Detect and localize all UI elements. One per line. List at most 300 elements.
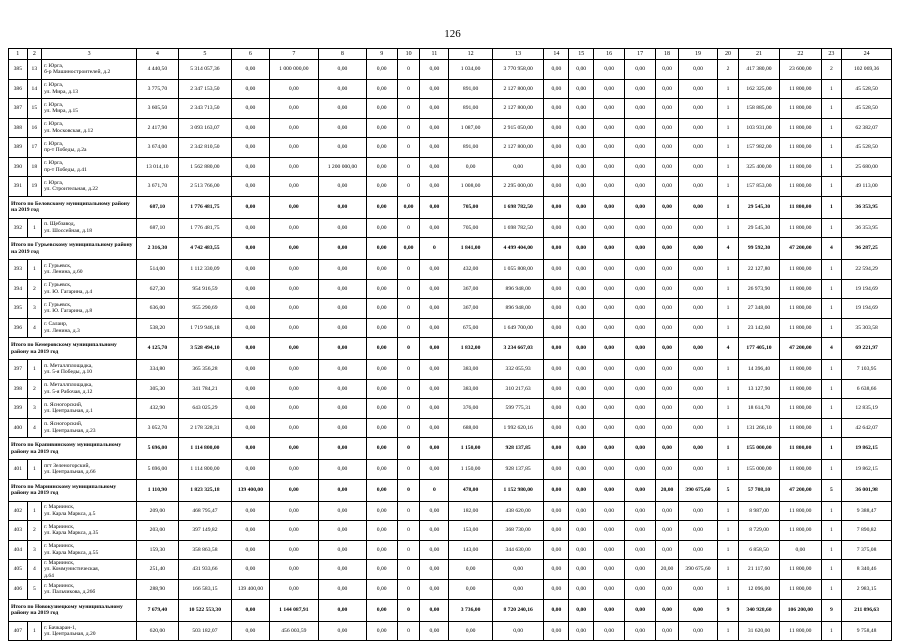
table-cell: 0,00 xyxy=(656,521,679,541)
table-cell: 0,00 xyxy=(678,238,717,260)
table-cell: 0,00 xyxy=(594,621,625,641)
total-label: Итого по Гурьевскому муниципальному району на 2019 год xyxy=(9,238,137,260)
table-row xyxy=(9,521,892,541)
table-cell: 0,00 xyxy=(397,196,420,218)
table-cell: 1 xyxy=(821,177,842,197)
table-cell: 0,00 xyxy=(544,540,569,560)
table-cell: 0,00 xyxy=(319,338,367,360)
table-cell: 155 000,00 xyxy=(738,438,779,460)
table-cell: 0,00 xyxy=(269,260,319,280)
table-row xyxy=(9,138,892,158)
table-cell: 0,00 xyxy=(625,360,656,380)
total-label: Итого по Кемеровскому муниципальному району на 2019 год xyxy=(9,338,137,360)
table-cell: 0,00 xyxy=(232,79,269,99)
table-cell: 0,00 xyxy=(319,560,367,580)
table-cell: 0,00 xyxy=(544,79,569,99)
table-cell: 0,00 xyxy=(366,580,397,600)
table-cell: 3 770 958,00 xyxy=(492,60,544,80)
table-cell: 0,00 xyxy=(269,521,319,541)
table-cell: 1 xyxy=(718,318,739,338)
column-header: 21 xyxy=(738,49,779,60)
table-cell: 0,00 xyxy=(269,379,319,399)
row-number: 401 xyxy=(9,460,28,480)
table-cell: 0,00 xyxy=(678,338,717,360)
table-cell: 1 xyxy=(718,157,739,177)
table-cell: 0,00 xyxy=(366,399,397,419)
table-cell: 1 xyxy=(718,138,739,158)
table-cell: 11 800,00 xyxy=(780,279,821,299)
table-cell: 0,00 xyxy=(678,138,717,158)
row-number: 403 xyxy=(9,521,28,541)
table-cell: 0,00 xyxy=(420,318,449,338)
table-cell: 0,00 xyxy=(366,501,397,521)
table-cell: 358 863,58 xyxy=(178,540,232,560)
table-cell: 0,00 xyxy=(569,118,594,138)
table-cell: 390 675,60 xyxy=(678,560,717,580)
table-cell: 1 xyxy=(821,501,842,521)
table-cell: 0 xyxy=(397,399,420,419)
table-cell: 0,00 xyxy=(625,318,656,338)
table-cell: 0,00 xyxy=(625,60,656,80)
table-cell: 1 xyxy=(821,260,842,280)
table-cell: 12 096,00 xyxy=(738,580,779,600)
table-cell: 0,00 xyxy=(492,157,544,177)
table-cell: 0,00 xyxy=(569,260,594,280)
total-label: Итого по Новокузнецкому муниципальному району на 2019 год xyxy=(9,599,137,621)
table-cell: 0,00 xyxy=(625,238,656,260)
table-cell: 1 xyxy=(821,99,842,119)
row-number: 406 xyxy=(9,580,28,600)
column-header: 18 xyxy=(656,49,679,60)
table-cell: 0,00 xyxy=(656,599,679,621)
table-cell: 0,00 xyxy=(569,560,594,580)
total-row xyxy=(9,338,892,360)
table-cell: 7 103,95 xyxy=(842,360,892,380)
table-cell: 4 xyxy=(821,338,842,360)
table-cell: 0,00 xyxy=(569,60,594,80)
table-cell: 431 933,66 xyxy=(178,560,232,580)
table-cell: 11 800,00 xyxy=(780,580,821,600)
table-cell: 1 xyxy=(718,501,739,521)
table-cell: 0,00 xyxy=(544,621,569,641)
table-cell: 0,00 xyxy=(625,540,656,560)
table-cell: 896 948,00 xyxy=(492,299,544,319)
table-cell: 0,00 xyxy=(544,399,569,419)
sub-number: 15 xyxy=(27,99,41,119)
row-number: 407 xyxy=(9,621,28,641)
table-cell: 69 221,97 xyxy=(842,338,892,360)
table-cell: 0,00 xyxy=(594,418,625,438)
table-cell: 7 375,08 xyxy=(842,540,892,560)
table-cell: 0,00 xyxy=(594,360,625,380)
table-cell: 0,00 xyxy=(269,177,319,197)
table-cell: 0,00 xyxy=(569,138,594,158)
table-cell: 0 xyxy=(397,540,420,560)
table-cell: 0,00 xyxy=(569,196,594,218)
table-cell: 2 417,90 xyxy=(137,118,178,138)
column-header: 5 xyxy=(178,49,232,60)
table-cell: 0,00 xyxy=(420,118,449,138)
table-cell: 0,00 xyxy=(544,60,569,80)
table-cell: 3 093 163,07 xyxy=(178,118,232,138)
table-cell: 0,00 xyxy=(420,260,449,280)
table-cell: 1 112 330,09 xyxy=(178,260,232,280)
table-cell: 0,00 xyxy=(232,177,269,197)
table-cell: 0,00 xyxy=(269,218,319,238)
table-cell: 2 178 328,31 xyxy=(178,418,232,438)
table-cell: 0 xyxy=(397,60,420,80)
table-cell: 0,00 xyxy=(594,118,625,138)
table-cell: 2 342 810,50 xyxy=(178,138,232,158)
row-number: 385 xyxy=(9,60,28,80)
table-cell: 0,00 xyxy=(269,501,319,521)
table-cell: 21 117,60 xyxy=(738,560,779,580)
row-number: 390 xyxy=(9,157,28,177)
column-header: 6 xyxy=(232,49,269,60)
table-row xyxy=(9,621,892,641)
table-cell: 0 xyxy=(397,299,420,319)
table-cell: 1 649 700,00 xyxy=(492,318,544,338)
table-cell: 928 137,85 xyxy=(492,438,544,460)
table-cell: 891,00 xyxy=(449,138,492,158)
table-cell: 0,00 xyxy=(594,279,625,299)
table-cell: 928 137,85 xyxy=(492,460,544,480)
table-cell: 0,00 xyxy=(678,379,717,399)
table-cell: 159,30 xyxy=(137,540,178,560)
table-cell: 0,00 xyxy=(269,338,319,360)
table-cell: 0,00 xyxy=(625,118,656,138)
table-cell: 1 087,00 xyxy=(449,118,492,138)
table-cell: 0,00 xyxy=(625,138,656,158)
table-cell: 0,00 xyxy=(569,438,594,460)
table-cell: 0,00 xyxy=(366,79,397,99)
table-cell: 0,00 xyxy=(569,540,594,560)
sub-number: 1 xyxy=(27,501,41,521)
table-cell: 0,00 xyxy=(569,460,594,480)
row-number: 402 xyxy=(9,501,28,521)
table-cell: 0,00 xyxy=(232,99,269,119)
table-cell: 1 xyxy=(821,118,842,138)
table-cell: 0,00 xyxy=(366,621,397,641)
table-cell: 153,00 xyxy=(449,521,492,541)
table-cell: 0,00 xyxy=(366,479,397,501)
table-cell: 0,00 xyxy=(569,399,594,419)
table-cell: 599 775,31 xyxy=(492,399,544,419)
table-cell: 0,00 xyxy=(319,379,367,399)
table-cell: 102 069,36 xyxy=(842,60,892,80)
table-cell: 0,00 xyxy=(544,218,569,238)
table-cell: 0,00 xyxy=(594,177,625,197)
table-cell: 0,00 xyxy=(569,599,594,621)
table-cell: 0,00 xyxy=(420,560,449,580)
table-cell: 0,00 xyxy=(569,238,594,260)
table-cell: 0,00 xyxy=(366,279,397,299)
table-row xyxy=(9,79,892,99)
table-cell: 6 858,50 xyxy=(738,540,779,560)
table-cell: 1 719 946,18 xyxy=(178,318,232,338)
address-cell: г. Мариинск, ул. Карла Маркса, д.35 xyxy=(42,521,137,541)
table-cell: 14 396,40 xyxy=(738,360,779,380)
table-cell: 0,00 xyxy=(319,399,367,419)
table-cell: 1 698 782,50 xyxy=(492,196,544,218)
table-cell: 3 528 494,10 xyxy=(178,338,232,360)
table-cell: 0,00 xyxy=(594,79,625,99)
table-cell: 1 xyxy=(821,196,842,218)
table-cell: 3 736,00 xyxy=(449,599,492,621)
table-cell: 0 xyxy=(397,338,420,360)
table-cell: 11 800,00 xyxy=(780,99,821,119)
page-number: 126 xyxy=(444,28,461,40)
table-cell: 27 348,00 xyxy=(738,299,779,319)
table-cell: 0,00 xyxy=(366,540,397,560)
table-cell: 12 835,19 xyxy=(842,399,892,419)
table-cell: 2 127 800,00 xyxy=(492,138,544,158)
table-cell: 7 890,82 xyxy=(842,521,892,541)
table-cell: 0,00 xyxy=(594,501,625,521)
table-cell: 0,00 xyxy=(269,360,319,380)
table-cell: 0,00 xyxy=(569,79,594,99)
table-cell: 1 xyxy=(718,521,739,541)
table-cell: 0,00 xyxy=(656,118,679,138)
table-cell: 0,00 xyxy=(544,418,569,438)
table-cell: 11 800,00 xyxy=(780,218,821,238)
table-cell: 0,00 xyxy=(319,118,367,138)
table-cell: 0,00 xyxy=(594,238,625,260)
table-cell: 0,00 xyxy=(492,621,544,641)
table-cell: 538,20 xyxy=(137,318,178,338)
table-cell: 45 528,50 xyxy=(842,99,892,119)
table-cell: 11 800,00 xyxy=(780,79,821,99)
sub-number: 1 xyxy=(27,621,41,641)
table-cell: 0,00 xyxy=(269,99,319,119)
table-cell: 0,00 xyxy=(366,99,397,119)
row-number: 404 xyxy=(9,540,28,560)
column-header: 10 xyxy=(397,49,420,60)
table-cell: 1 xyxy=(821,540,842,560)
table-cell: 0,00 xyxy=(678,118,717,138)
table-cell: 468 795,47 xyxy=(178,501,232,521)
table-cell: 0,00 xyxy=(625,299,656,319)
row-number: 397 xyxy=(9,360,28,380)
table-cell: 45 528,50 xyxy=(842,138,892,158)
table-cell: 22 127,80 xyxy=(738,260,779,280)
address-cell: г. Мариинск, ул. Карла Маркса, д.55 xyxy=(42,540,137,560)
address-cell: г. Юрга, пр-т Победы, д.41 xyxy=(42,157,137,177)
table-cell: 0 xyxy=(397,379,420,399)
table-cell: 11 800,00 xyxy=(780,418,821,438)
address-cell: г. Юрга, ул. Мира, д.13 xyxy=(42,79,137,99)
table-cell: 2 915 050,00 xyxy=(492,118,544,138)
table-cell: 1 xyxy=(718,418,739,438)
table-cell: 0,00 xyxy=(366,138,397,158)
table-cell: 0 xyxy=(397,560,420,580)
table-cell: 0,00 xyxy=(232,399,269,419)
table-cell: 0,00 xyxy=(544,360,569,380)
table-cell: 1 823 325,18 xyxy=(178,479,232,501)
address-cell: г. Гурьевск, ул. Ленина, д.60 xyxy=(42,260,137,280)
table-cell: 344 630,00 xyxy=(492,540,544,560)
table-cell: 1 114 800,00 xyxy=(178,460,232,480)
table-cell: 0,00 xyxy=(656,279,679,299)
total-label: Итого по Беловскому муниципальному району на 2019 год xyxy=(9,196,137,218)
table-row xyxy=(9,279,892,299)
table-cell: 2 983,15 xyxy=(842,580,892,600)
table-cell: 11 800,00 xyxy=(780,560,821,580)
table-cell: 11 800,00 xyxy=(780,118,821,138)
table-cell: 0,00 xyxy=(544,299,569,319)
table-cell: 13 127,90 xyxy=(738,379,779,399)
table-cell: 1 xyxy=(821,279,842,299)
table-cell: 0,00 xyxy=(420,621,449,641)
table-cell: 4 xyxy=(718,238,739,260)
total-row xyxy=(9,196,892,218)
table-cell: 0,00 xyxy=(678,260,717,280)
table-cell: 31 620,00 xyxy=(738,621,779,641)
sub-number: 3 xyxy=(27,540,41,560)
sub-number: 3 xyxy=(27,399,41,419)
table-cell: 0 xyxy=(397,501,420,521)
row-number: 405 xyxy=(9,560,28,580)
table-cell: 365 356,28 xyxy=(178,360,232,380)
table-cell: 0,00 xyxy=(366,460,397,480)
sub-number: 18 xyxy=(27,157,41,177)
table-cell: 0,00 xyxy=(678,580,717,600)
total-row xyxy=(9,599,892,621)
table-cell: 26 973,90 xyxy=(738,279,779,299)
address-cell: п. Щебзавод, ул. Шоссейная, д.18 xyxy=(42,218,137,238)
table-row xyxy=(9,418,892,438)
table-cell: 0,00 xyxy=(569,338,594,360)
table-cell: 1 055 808,00 xyxy=(492,260,544,280)
table-cell: 162 325,00 xyxy=(738,79,779,99)
table-cell: 0,00 xyxy=(420,501,449,521)
table-cell: 0,00 xyxy=(678,501,717,521)
table-cell: 0,00 xyxy=(656,79,679,99)
row-number: 395 xyxy=(9,299,28,319)
table-cell: 0,00 xyxy=(625,479,656,501)
table-cell: 3 775,70 xyxy=(137,79,178,99)
table-cell: 438 620,00 xyxy=(492,501,544,521)
table-cell: 0,00 xyxy=(678,540,717,560)
table-cell: 0,00 xyxy=(678,79,717,99)
column-header: 2 xyxy=(27,49,41,60)
table-row xyxy=(9,560,892,580)
table-cell: 103 931,00 xyxy=(738,118,779,138)
table-cell: 0,00 xyxy=(656,60,679,80)
table-cell: 11 800,00 xyxy=(780,177,821,197)
table-cell: 0,00 xyxy=(319,79,367,99)
table-cell: 0,00 xyxy=(678,599,717,621)
table-cell: 131 266,10 xyxy=(738,418,779,438)
table-cell: 29 545,30 xyxy=(738,218,779,238)
address-cell: п. Ясногорский, ул. Центральная, д.23 xyxy=(42,418,137,438)
column-header: 12 xyxy=(449,49,492,60)
column-header: 8 xyxy=(319,49,367,60)
table-cell: 0 xyxy=(397,580,420,600)
table-cell: 11 800,00 xyxy=(780,360,821,380)
table-cell: 1 xyxy=(718,196,739,218)
row-number: 393 xyxy=(9,260,28,280)
address-cell: г. Юрга, ул. Строительная, д.22 xyxy=(42,177,137,197)
table-cell: 57 708,10 xyxy=(738,479,779,501)
table-cell: 0,00 xyxy=(625,177,656,197)
address-cell: г. Юрга, ул. Московская, д.12 xyxy=(42,118,137,138)
table-cell: 0,00 xyxy=(625,621,656,641)
table-cell: 1 xyxy=(718,438,739,460)
table-cell: 0,00 xyxy=(449,157,492,177)
table-row xyxy=(9,260,892,280)
table-cell: 0,00 xyxy=(319,599,367,621)
address-cell: г. Салаир, ул. Ленина, д.3 xyxy=(42,318,137,338)
table-cell: 0,00 xyxy=(678,318,717,338)
table-cell: 0,00 xyxy=(269,196,319,218)
table-cell: 1 114 800,00 xyxy=(178,438,232,460)
column-header: 13 xyxy=(492,49,544,60)
table-cell: 0,00 xyxy=(232,157,269,177)
table-cell: 687,10 xyxy=(137,196,178,218)
table-cell: 0,00 xyxy=(544,260,569,280)
table-cell: 643 025,29 xyxy=(178,399,232,419)
table-cell: 0,00 xyxy=(232,379,269,399)
table-cell: 0,00 xyxy=(656,157,679,177)
table-cell: 0,00 xyxy=(544,501,569,521)
table-cell: 503 182,07 xyxy=(178,621,232,641)
table-cell: 0,00 xyxy=(594,479,625,501)
row-number: 398 xyxy=(9,379,28,399)
table-cell: 0,00 xyxy=(569,379,594,399)
table-cell: 1 xyxy=(718,540,739,560)
table-cell: 0,00 xyxy=(544,560,569,580)
table-cell: 397 149,82 xyxy=(178,521,232,541)
table-cell: 1 152 980,00 xyxy=(492,479,544,501)
address-cell: г. Юрга, ул. Мира, д.15 xyxy=(42,99,137,119)
table-cell: 0,00 xyxy=(232,360,269,380)
table-cell: 0,00 xyxy=(625,157,656,177)
table-cell: 4 499 404,00 xyxy=(492,238,544,260)
table-cell: 1 xyxy=(821,360,842,380)
table-cell: 0,00 xyxy=(319,501,367,521)
sub-number: 4 xyxy=(27,560,41,580)
table-cell: 0,00 xyxy=(492,580,544,600)
table-cell: 0,00 xyxy=(656,138,679,158)
table-cell: 139 400,00 xyxy=(232,479,269,501)
table-cell: 1 150,00 xyxy=(449,438,492,460)
table-cell: 0,00 xyxy=(319,196,367,218)
table-cell: 2 xyxy=(718,60,739,80)
table-cell: 0,00 xyxy=(656,540,679,560)
sub-number: 19 xyxy=(27,177,41,197)
table-cell: 1 xyxy=(821,438,842,460)
table-cell: 0,00 xyxy=(625,99,656,119)
table-cell: 36 353,95 xyxy=(842,196,892,218)
table-cell: 0,00 xyxy=(319,299,367,319)
table-cell: 0,00 xyxy=(594,138,625,158)
table-cell: 47 200,00 xyxy=(780,238,821,260)
table-cell: 0,00 xyxy=(420,379,449,399)
table-cell: 0 xyxy=(397,621,420,641)
table-cell: 627,30 xyxy=(137,279,178,299)
table-cell: 0,00 xyxy=(420,540,449,560)
table-cell: 0,00 xyxy=(232,501,269,521)
table-cell: 1 200 000,00 xyxy=(319,157,367,177)
table-cell: 5 696,00 xyxy=(137,460,178,480)
table-cell: 8 729,00 xyxy=(738,521,779,541)
table-cell: 20,00 xyxy=(656,479,679,501)
table-cell: 0 xyxy=(397,177,420,197)
table-cell: 1 xyxy=(821,379,842,399)
header-row xyxy=(9,49,892,60)
table-row xyxy=(9,60,892,80)
